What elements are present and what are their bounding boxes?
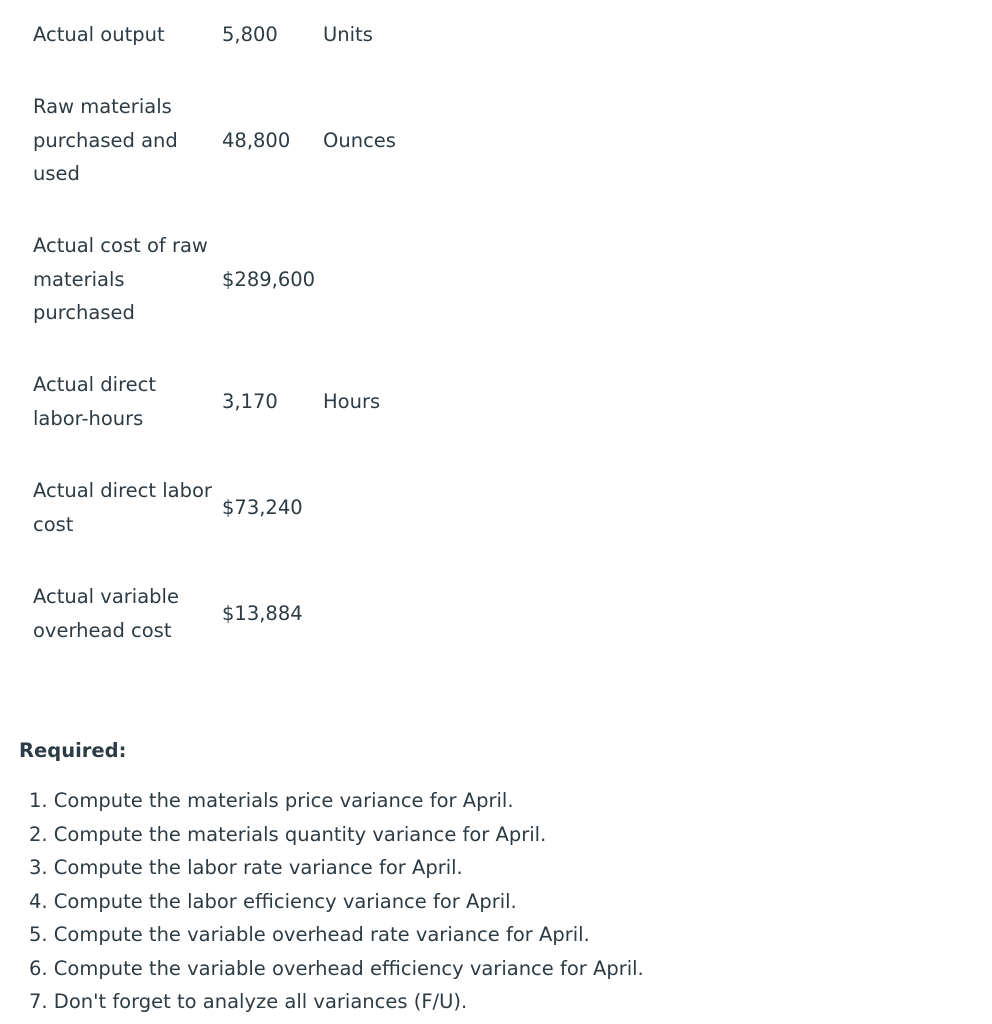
row-label: Actual output: [33, 23, 165, 46]
row-value: 48,800: [222, 129, 291, 152]
row-label: Actual variable overhead cost: [33, 585, 179, 642]
row-unit: Hours: [323, 390, 381, 413]
required-list: [29, 784, 644, 1019]
list-item: 4. Compute the labor efficiency variance for April.: [29, 889, 517, 913]
row-label: Actual direct labor-hours: [33, 373, 157, 430]
list-item: 5. Compute the variable overhead rate variance for April.: [29, 923, 590, 946]
row-value: $289,600: [222, 268, 316, 291]
list-item: 3. Compute the labor rate variance for April.: [29, 856, 463, 879]
row-value: 3,170: [222, 390, 278, 413]
list-item: 7. Don't forget to analyze all variances (F/U).: [29, 990, 468, 1013]
row-label: Actual cost of raw materials purchased: [33, 234, 208, 324]
row-label: Actual direct labor cost: [33, 479, 212, 536]
list-item: 1. Compute the materials price variance for April.: [29, 789, 514, 812]
row-value: $13,884: [222, 602, 303, 625]
row-unit: Ounces: [323, 129, 396, 152]
list-item: 6. Compute the variable overhead efficiency variance for April.: [29, 956, 644, 980]
list-item: 2. Compute the materials quantity variance for April.: [29, 822, 547, 846]
required-heading: Required:: [19, 739, 127, 762]
row-label: Raw materials purchased and used: [33, 95, 178, 185]
row-value: $73,240: [222, 496, 303, 519]
row-value: 5,800: [222, 23, 278, 46]
row-unit: Units: [323, 23, 373, 46]
